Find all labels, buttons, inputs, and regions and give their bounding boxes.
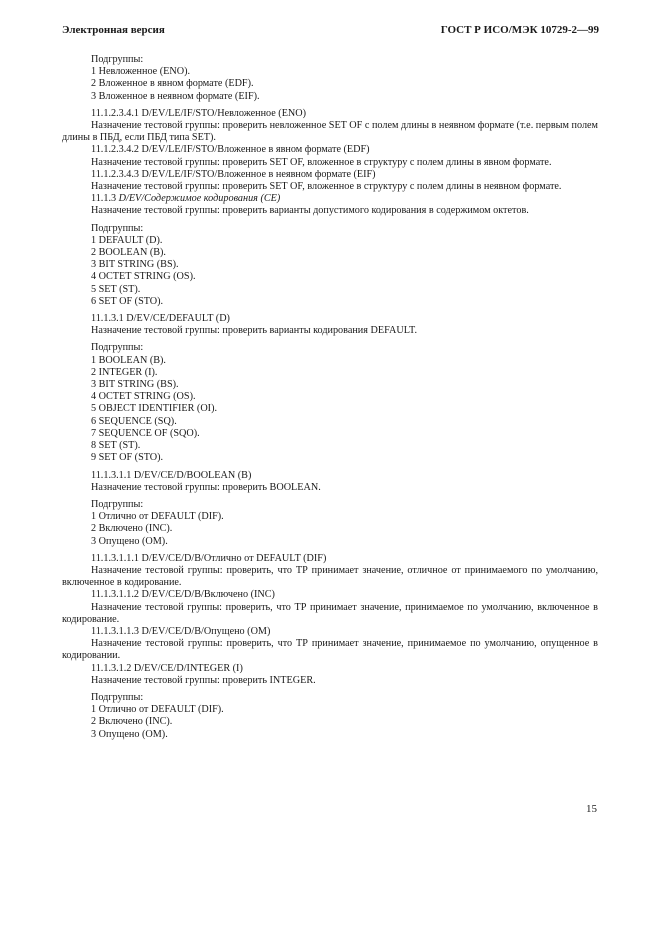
list-item: 6 SET OF (STO). — [91, 295, 164, 307]
list-item: 7 SEQUENCE OF (SQO). — [91, 427, 200, 439]
paragraph: Назначение тестовой группы: проверить невложенное SET OF с полем длины в неявном формате (т.е. первым полем длины в ПБД, если ПБД типа SET). — [62, 120, 598, 144]
list-item: 5 SET (ST). — [91, 283, 141, 295]
paragraph: Назначение тестовой группы: проверить, что ТР принимает значение, принимаемое по умолчанию, опущенное в кодировании. — [62, 638, 598, 662]
paragraph: Назначение тестовой группы: проверить, что ТР принимает значение, принимаемое по умолчанию, включенное в кодирование. — [62, 601, 598, 625]
header-left: Электронная версия — [62, 24, 165, 36]
section-heading: 11.1.3.1.1.1 D/EV/CE/D/B/Отлично от DEFAULT (DIF) — [91, 552, 327, 564]
list-item: 2 Вложенное в явном формате (EDF). — [91, 78, 254, 90]
list-item: 4 OCTET STRING (OS). — [91, 391, 196, 403]
paragraph: Назначение тестовой группы: проверить SET OF, вложенное в структуру с полем длины в явном формате. — [91, 156, 552, 168]
list-item: 2 INTEGER (I). — [91, 366, 158, 378]
list-item: 3 Опущено (OM). — [91, 728, 168, 740]
section-heading: 11.1.3.1.2 D/EV/CE/D/INTEGER (I) — [91, 662, 243, 674]
list-item: 8 SET (ST). — [91, 440, 141, 452]
list-item: 1 Невложенное (ENO). — [91, 66, 191, 78]
list-item: 1 BOOLEAN (B). — [91, 354, 166, 366]
paragraph: Назначение тестовой группы: проверить варианты кодирования DEFAULT. — [91, 325, 417, 337]
subgroups-label: Подгруппы: — [91, 342, 144, 354]
list-item: 9 SET OF (STO). — [91, 452, 164, 464]
paragraph: Назначение тестовой группы: проверить, что ТР принимает значение, отличное от принимаемого по умолчанию, включенное в кодирование. — [62, 564, 598, 589]
section-heading: 11.1.3.1.1 D/EV/CE/D/BOOLEAN (B) — [91, 469, 252, 481]
section-heading: 11.1.3.1.1.2 D/EV/CE/D/B/Включено (INC) — [91, 589, 275, 601]
list-item: 3 Вложенное в неявном формате (EIF). — [91, 90, 260, 102]
list-item: 6 SEQUENCE (SQ). — [91, 415, 177, 427]
section-title: D/EV/Содержимое кодирования (CE) — [118, 193, 281, 205]
list-item: 1 Отлично от DEFAULT (DIF). — [91, 511, 224, 523]
paragraph: Назначение тестовой группы: проверить варианты допустимого кодирования в содержимом октетов. — [91, 205, 529, 217]
subgroups-label: Подгруппы: — [91, 222, 144, 234]
section-heading: 11.1.2.3.4.2 D/EV/LE/IF/STO/Вложенное в явном формате (EDF) — [91, 144, 370, 156]
document-body — [62, 54, 598, 741]
section-heading: 11.1.2.3.4.3 D/EV/LE/IF/STO/Вложенное в неявном формате (EIF) — [91, 168, 376, 180]
list-item: 3 Опущено (OM). — [91, 535, 168, 547]
paragraph: Назначение тестовой группы: проверить SET OF, вложенное в структуру с полем длины в неявном формате. — [91, 181, 562, 193]
page-number: 15 — [586, 803, 597, 815]
section-heading: 11.1.3.1 D/EV/CE/DEFAULT (D) — [91, 313, 230, 325]
list-item: 2 BOOLEAN (B). — [91, 247, 166, 259]
list-item: 1 Отлично от DEFAULT (DIF). — [91, 704, 224, 716]
list-item: 5 OBJECT IDENTIFIER (OI). — [91, 403, 218, 415]
list-item: 2 Включено (INC). — [91, 716, 173, 728]
subgroups-label: Подгруппы: — [91, 691, 144, 703]
list-item: 4 OCTET STRING (OS). — [91, 271, 196, 283]
list-item: 3 BIT STRING (BS). — [91, 379, 179, 391]
section-number: 11.1.3 — [91, 193, 119, 205]
list-item: 3 BIT STRING (BS). — [91, 259, 179, 271]
list-item: 1 DEFAULT (D). — [91, 234, 163, 246]
paragraph: Назначение тестовой группы: проверить INTEGER. — [91, 674, 316, 686]
list-item: 2 Включено (INC). — [91, 523, 173, 535]
section-heading — [62, 193, 598, 205]
subgroups-label: Подгруппы: — [91, 54, 144, 65]
header-right: ГОСТ Р ИСО/МЭК 10729-2—99 — [440, 24, 599, 36]
subgroups-label: Подгруппы: — [91, 498, 144, 510]
section-heading: 11.1.3.1.1.3 D/EV/CE/D/B/Опущено (OM) — [91, 625, 271, 637]
paragraph: Назначение тестовой группы: проверить BOOLEAN. — [91, 481, 321, 493]
section-heading: 11.1.2.3.4.1 D/EV/LE/IF/STO/Невложенное (ENO) — [91, 107, 307, 119]
